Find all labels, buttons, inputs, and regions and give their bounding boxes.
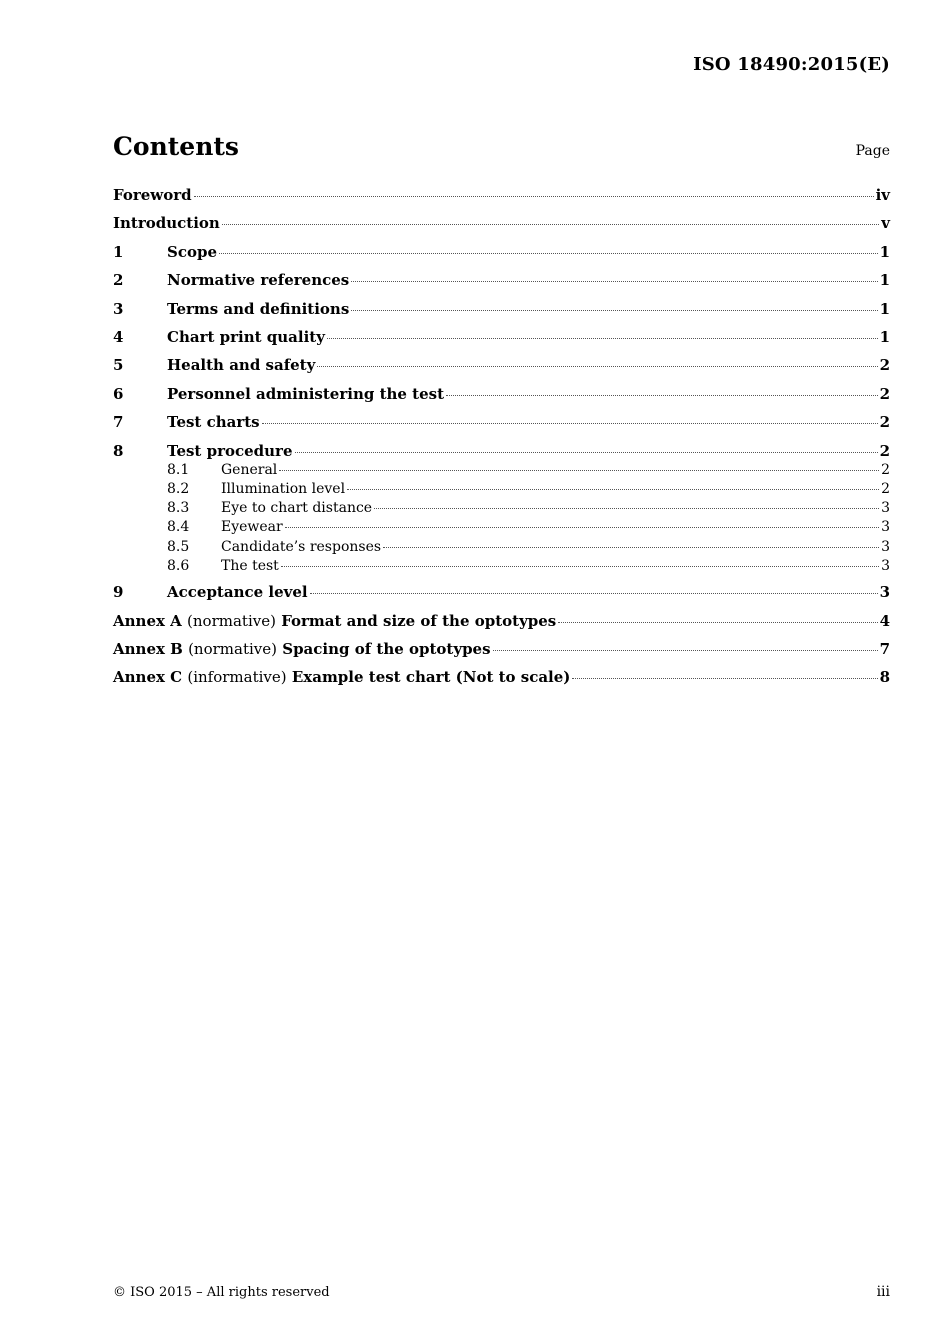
toc-entry-title: Chart print quality xyxy=(167,327,325,346)
toc-entry-title: Eyewear xyxy=(221,519,283,536)
toc-entry-title: Eye to chart distance xyxy=(221,500,373,517)
toc-entry-section-4[interactable] xyxy=(113,328,890,356)
toc-entry-number: 8.2 xyxy=(167,480,190,497)
toc-entry-page: iv xyxy=(875,186,890,204)
toc-entry-title: Foreword xyxy=(113,186,192,204)
dot-leader xyxy=(310,592,878,594)
toc-entry-title xyxy=(113,640,491,658)
toc-entry-page: 1 xyxy=(879,327,890,346)
toc-entry-page: 3 xyxy=(881,519,890,536)
toc-entry-title xyxy=(113,612,556,630)
toc-entry-subsection-8-6[interactable] xyxy=(113,558,890,577)
toc-entry-number: 7 xyxy=(113,413,124,432)
toc-entry-number: 8 xyxy=(113,441,124,460)
toc-entry-section-8[interactable] xyxy=(113,442,890,462)
toc-entry-page: 4 xyxy=(879,611,890,630)
toc-entry-page: 2 xyxy=(879,441,890,460)
toc-entry-title: Candidate’s responses xyxy=(221,538,382,555)
dot-leader xyxy=(194,195,874,197)
toc-entry-number: 4 xyxy=(113,327,124,346)
toc-entry-title: Introduction xyxy=(113,214,220,233)
toc-entry-page: 2 xyxy=(881,480,890,497)
dot-leader xyxy=(317,365,877,367)
toc-entry-section-1[interactable] xyxy=(113,243,890,271)
table-of-contents xyxy=(113,186,890,697)
toc-entry-title: Test procedure xyxy=(167,441,293,460)
toc-entry-number: 8.6 xyxy=(167,558,190,574)
toc-entry-subsection-8-2[interactable] xyxy=(113,481,890,500)
toc-entry-number: 1 xyxy=(113,242,124,261)
page-number: iii xyxy=(876,1284,890,1300)
toc-entry-number: 8.5 xyxy=(167,538,190,555)
toc-entry-title: The test xyxy=(221,558,279,574)
dot-leader xyxy=(351,309,877,311)
toc-entry-number: 8.1 xyxy=(167,461,190,478)
toc-entry-number: 5 xyxy=(113,356,124,375)
toc-entry-title: General xyxy=(221,461,278,478)
dot-leader xyxy=(446,394,878,396)
annex-title: Format and size of the optotypes xyxy=(281,611,557,630)
toc-entry-subsection-8-3[interactable] xyxy=(113,500,890,519)
toc-entry-title: Acceptance level xyxy=(167,583,308,602)
toc-entry-section-6[interactable] xyxy=(113,385,890,413)
toc-entry-title xyxy=(113,668,570,686)
toc-entry-title: Health and safety xyxy=(167,356,316,375)
annex-type: (normative) xyxy=(187,611,276,630)
page-column-label: Page xyxy=(855,143,890,159)
toc-entry-introduction[interactable] xyxy=(113,214,890,242)
dot-leader xyxy=(347,488,879,490)
toc-entry-page: v xyxy=(881,214,890,233)
toc-entry-title: Terms and definitions xyxy=(167,299,350,318)
toc-entry-title: Normative references xyxy=(167,271,350,290)
toc-entry-subsection-8-4[interactable] xyxy=(113,519,890,538)
annex-type: (informative) xyxy=(187,668,287,687)
toc-entry-section-3[interactable] xyxy=(113,300,890,328)
toc-entry-number: 8.4 xyxy=(167,519,190,536)
annex-title: Spacing of the optotypes xyxy=(282,640,491,659)
toc-entry-title: Scope xyxy=(167,242,218,261)
dot-leader xyxy=(558,621,877,623)
dot-leader xyxy=(572,677,877,679)
toc-entry-number: 6 xyxy=(113,384,124,403)
dot-leader xyxy=(327,337,878,339)
toc-entry-page: 3 xyxy=(881,500,890,517)
toc-entry-page: 7 xyxy=(879,640,890,659)
dot-leader xyxy=(219,252,878,254)
toc-entry-annex-c[interactable] xyxy=(113,668,890,696)
dot-leader xyxy=(383,546,879,548)
toc-entry-page: 1 xyxy=(879,242,890,261)
annex-label: Annex B xyxy=(113,640,183,659)
contents-header xyxy=(113,132,890,161)
dot-leader xyxy=(493,649,878,651)
dot-leader xyxy=(222,223,879,225)
toc-entry-number: 8.3 xyxy=(167,500,190,517)
dot-leader xyxy=(281,565,879,567)
dot-leader xyxy=(279,469,879,471)
toc-entry-number: 9 xyxy=(113,583,124,602)
toc-entry-page: 1 xyxy=(879,299,890,318)
document-id: ISO 18490:2015(E) xyxy=(693,54,890,75)
toc-entry-page: 3 xyxy=(881,558,890,574)
toc-entry-foreword[interactable] xyxy=(113,186,890,214)
toc-entry-number: 2 xyxy=(113,271,124,290)
annex-label: Annex C xyxy=(113,668,183,687)
toc-entry-annex-b[interactable] xyxy=(113,640,890,668)
annex-title: Example test chart (Not to scale) xyxy=(291,668,571,687)
toc-entry-page: 2 xyxy=(881,461,890,478)
toc-entry-title: Personnel administering the test xyxy=(167,384,445,403)
toc-entry-page: 2 xyxy=(879,356,890,375)
toc-entry-subsection-8-1[interactable] xyxy=(113,462,890,481)
toc-entry-section-9[interactable] xyxy=(113,583,890,611)
toc-entry-page: 8 xyxy=(879,668,890,687)
toc-entry-page: 1 xyxy=(879,271,890,290)
dot-leader xyxy=(374,507,879,509)
toc-entry-page: 3 xyxy=(879,583,890,602)
copyright-notice: © ISO 2015 – All rights reserved xyxy=(113,1285,330,1300)
toc-entry-section-2[interactable] xyxy=(113,271,890,299)
dot-leader xyxy=(351,280,877,282)
toc-entry-page: 3 xyxy=(881,538,890,555)
contents-title: Contents xyxy=(113,132,240,161)
toc-entry-title: Illumination level xyxy=(221,480,346,497)
annex-type: (normative) xyxy=(188,640,277,659)
dot-leader xyxy=(285,526,879,528)
toc-entry-title: Test charts xyxy=(167,413,260,432)
toc-entry-annex-a[interactable] xyxy=(113,612,890,640)
toc-entry-page: 2 xyxy=(879,413,890,432)
dot-leader xyxy=(262,422,878,424)
toc-entry-page: 2 xyxy=(879,384,890,403)
dot-leader xyxy=(295,451,878,453)
toc-entry-subsection-8-5[interactable] xyxy=(113,539,890,558)
toc-entry-section-7[interactable] xyxy=(113,413,890,441)
toc-entry-section-5[interactable] xyxy=(113,356,890,384)
annex-label: Annex A xyxy=(113,611,182,630)
toc-entry-number: 3 xyxy=(113,299,124,318)
